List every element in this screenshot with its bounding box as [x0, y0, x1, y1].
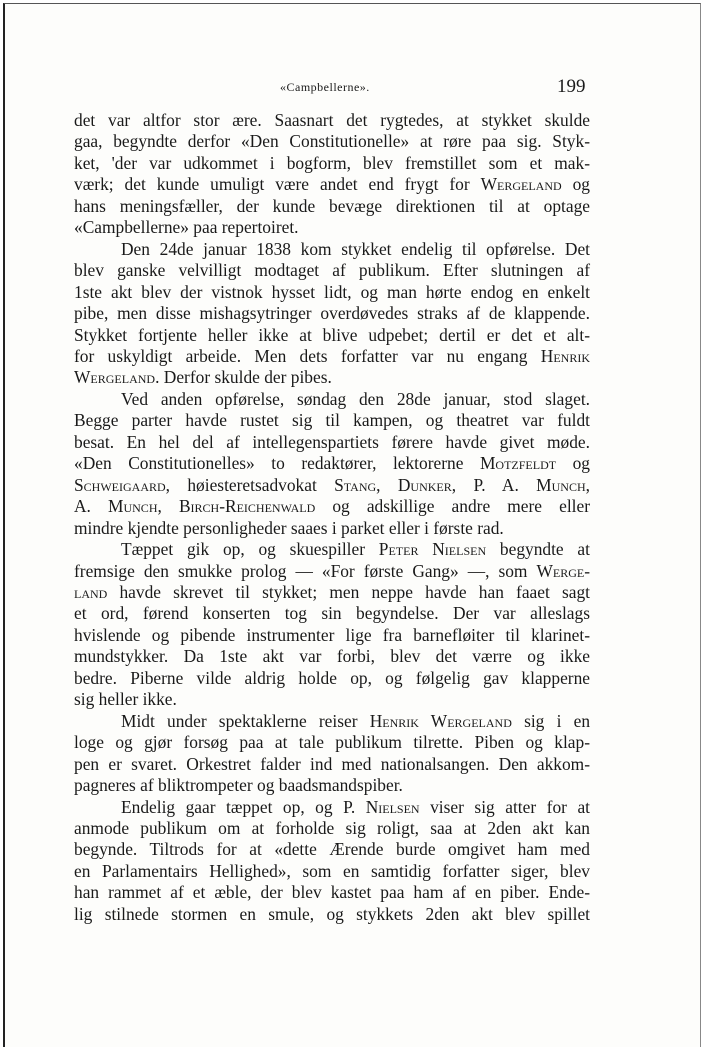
- running-head: «Campbellerne».: [280, 80, 370, 94]
- text-run: mundstykker. Da 1ste akt var forbi, blev det værre og ikke: [74, 646, 590, 667]
- text-run: pen er svaret. Orkestret falder ind med nationalsangen. Den akkom-: [74, 753, 590, 774]
- text-run: og adskillige andre mere eller: [315, 496, 591, 517]
- text-line: [74, 260, 590, 281]
- person-name: Henrik Wergeland: [369, 710, 512, 731]
- text-line: [74, 174, 590, 195]
- text-line: [74, 325, 590, 346]
- person-name: Dunker: [397, 474, 452, 495]
- text-line: [74, 561, 590, 582]
- text-run: han rammet af et æble, der blev kastet paa ham af en piber. Ende-: [74, 882, 590, 903]
- text-line: [74, 282, 590, 303]
- text-run: ,: [376, 474, 398, 495]
- text-line: [74, 861, 590, 882]
- text-run: ket, 'der var udkommet i bogform, blev fremstillet som et mak-: [74, 152, 590, 173]
- text-run: Begge parter havde rustet sig til kampen, og theatret var fuldt: [74, 410, 590, 431]
- text-run: pibe, men disse mishagsytringer overdøvedes straks af de klappende.: [74, 303, 590, 324]
- text-run: . Derfor skulde der pibes.: [155, 367, 332, 388]
- text-run: A.: [74, 496, 109, 517]
- text-run: Tæppet gik op, og skuespiller: [121, 539, 379, 560]
- person-name: Munch: [108, 496, 158, 517]
- paragraph: [74, 711, 590, 797]
- book-page: [3, 3, 701, 1047]
- text-run: mindre kjendte personligheder saaes i parket eller i første rad.: [74, 517, 504, 538]
- text-line: [74, 904, 590, 925]
- person-name: Henrik: [540, 345, 590, 366]
- text-line: [74, 775, 590, 796]
- text-line: [74, 539, 590, 560]
- text-line: [74, 153, 590, 174]
- text-run: viser sig atter for at: [419, 796, 590, 817]
- text-line: [74, 603, 590, 624]
- text-line: [74, 582, 590, 603]
- body-text: [74, 110, 590, 925]
- text-line: [74, 410, 590, 431]
- text-line: [74, 518, 590, 539]
- text-run: bedre. Piberne vilde aldrig holde op, og følgelig gav klapperne: [74, 667, 590, 688]
- person-name: land: [74, 581, 108, 602]
- text-run: «Den Constitutionelles» to redaktører, lektorerne: [74, 453, 480, 474]
- text-line: [74, 711, 590, 732]
- text-line: [74, 818, 590, 839]
- paragraph: [74, 389, 590, 539]
- paragraph: [74, 110, 590, 239]
- paragraph: [74, 797, 590, 926]
- text-run: lig stilnede stormen en smule, og stykkets 2den akt blev spillet: [74, 903, 590, 924]
- text-line: [74, 689, 590, 710]
- text-run: 1ste akt blev der vistnok hysset lidt, og man hørte endog en enkelt: [74, 281, 590, 302]
- text-line: [74, 217, 590, 238]
- text-line: [74, 475, 590, 496]
- text-line: [74, 882, 590, 903]
- text-run: sig heller ikke.: [74, 689, 177, 710]
- text-line: [74, 346, 590, 367]
- person-name: Stang: [334, 474, 377, 495]
- text-line: [74, 453, 590, 474]
- text-run: , høiesteretsadvokat: [165, 474, 335, 495]
- text-line: [74, 754, 590, 775]
- text-run: hvislende og pibende instrumenter lige fra barnefløiter til klarinet-: [74, 624, 590, 645]
- text-line: [74, 797, 590, 818]
- text-line: [74, 303, 590, 324]
- text-line: [74, 367, 590, 388]
- paragraph: [74, 239, 590, 389]
- text-line: [74, 625, 590, 646]
- text-run: Endelig gaar tæppet op, og P.: [121, 796, 366, 817]
- person-name: Wergeland: [74, 367, 156, 388]
- text-line: [74, 496, 590, 517]
- text-run: ,: [157, 496, 179, 517]
- person-name: Peter Nielsen: [378, 539, 487, 560]
- text-line: [74, 196, 590, 217]
- text-run: , P. A.: [451, 474, 537, 495]
- text-run: sig i en: [511, 710, 591, 731]
- person-name: Werge-: [536, 560, 590, 581]
- text-line: [74, 839, 590, 860]
- text-run: en Parlamentairs Hellighed», som en samtidig forfatter siger, blev: [74, 860, 590, 881]
- person-name: Birch-Reichenwald: [178, 496, 316, 517]
- text-run: begynde. Tiltrods for at «dette Ærende burde omgivet ham med: [74, 839, 590, 860]
- text-line: [74, 646, 590, 667]
- text-run: Den 24de januar 1838 kom stykket endelig til opførelse. Det: [121, 238, 590, 259]
- person-name: Motzfeldt: [479, 453, 557, 474]
- text-run: værk; det kunde umuligt være andet end frygt for: [74, 174, 481, 195]
- text-run: Midt under spektaklerne reiser: [121, 710, 370, 731]
- person-name: Nielsen: [365, 796, 420, 817]
- person-name: Wergeland: [480, 174, 562, 195]
- text-run: ,: [585, 474, 590, 495]
- text-run: for uskyldigt arbeide. Men dets forfatter var nu engang: [74, 345, 541, 366]
- text-run: «Campbellerne» paa repertoiret.: [74, 217, 299, 238]
- text-run: et ord, førend konserten tog sin begyndelse. Der var alleslags: [74, 603, 590, 624]
- text-line: [74, 110, 590, 131]
- text-run: anmode publikum om at forholde sig roligt, saa at 2den akt kan: [74, 817, 590, 838]
- paragraph: [74, 539, 590, 711]
- text-run: besat. En hel del af intellegenspartiets førere havde givet møde.: [74, 431, 590, 452]
- person-name: Munch: [536, 474, 586, 495]
- text-line: [74, 668, 590, 689]
- text-run: pagneres af bliktrompeter og baadsmandspiber.: [74, 775, 403, 796]
- person-name: Schweigaard: [74, 474, 166, 495]
- text-run: det var altfor stor ære. Saasnart det rygtedes, at stykket skulde: [74, 110, 590, 130]
- page-number: 199: [557, 76, 586, 97]
- text-run: og: [556, 453, 590, 474]
- text-run: begyndte at: [486, 539, 590, 560]
- text-line: [74, 389, 590, 410]
- text-line: [74, 732, 590, 753]
- text-run: loge og gjør forsøg paa at tale publikum tilrette. Piben og klap-: [74, 732, 590, 753]
- text-run: og: [561, 174, 590, 195]
- text-run: gaa, begyndte derfor «Den Constitutionelle» at røre paa sig. Styk-: [74, 131, 590, 152]
- text-run: hans meningsfæller, der kunde bevæge direktionen til at optage: [74, 195, 590, 216]
- text-line: [74, 239, 590, 260]
- text-run: Stykket fortjente heller ikke at blive udpebet; dertil er det et alt-: [74, 324, 590, 345]
- text-run: havde skrevet til stykket; men neppe havde han faaet sagt: [107, 581, 590, 602]
- text-run: blev ganske velvilligt modtaget af publikum. Efter slutningen af: [74, 260, 590, 281]
- text-run: fremsige den smukke prolog — «For første Gang» —, som: [74, 560, 537, 581]
- text-line: [74, 432, 590, 453]
- text-line: [74, 131, 590, 152]
- text-run: Ved anden opførelse, søndag den 28de januar, stod slaget.: [121, 388, 590, 409]
